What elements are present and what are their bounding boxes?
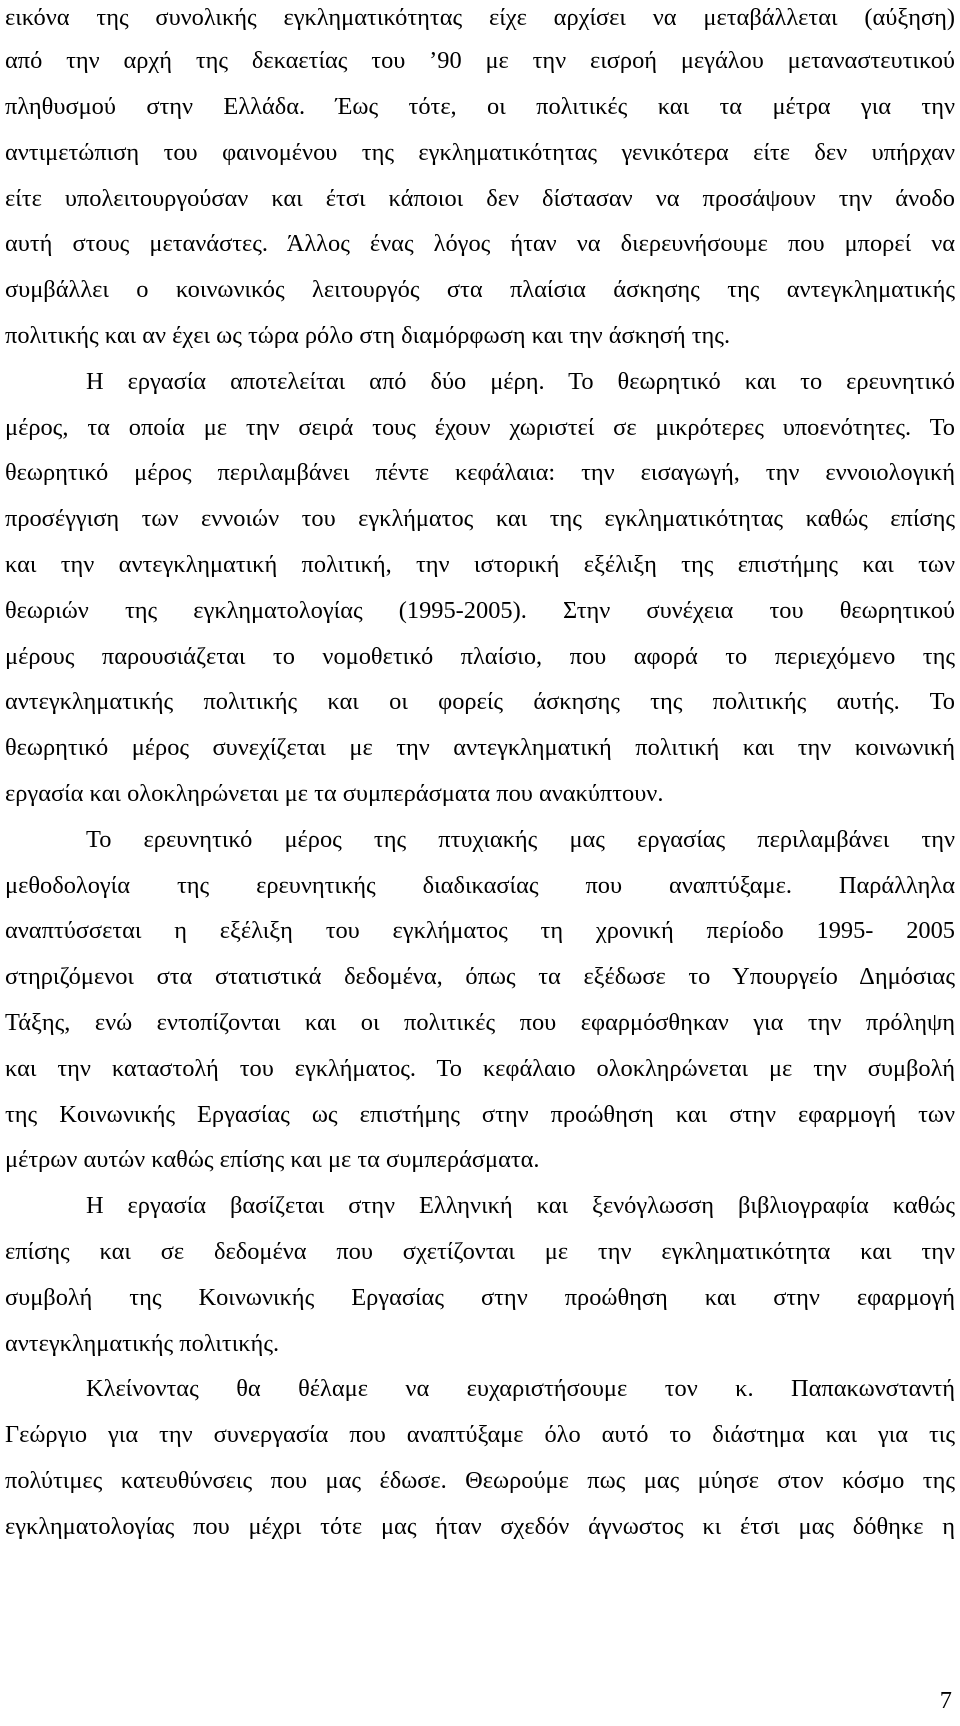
text-line: θεωρητικό μέρος συνεχίζεται με την αντεγκληματική πολιτική και την κοινωνική <box>5 734 955 761</box>
text-line: μέρος, τα οποία με την σειρά τους έχουν χωριστεί σε μικρότερες υποενότητες. Το <box>5 414 955 441</box>
text-line: Κλείνοντας θα θέλαμε να ευχαριστήσουμε τον κ. Παπακωνσταντή <box>86 1375 955 1402</box>
text-line: αντιμετώπιση του φαινομένου της εγκληματικότητας γενικότερα είτε δεν υπήρχαν <box>5 139 955 166</box>
text-line: μέτρων αυτών καθώς επίσης και με τα συμπεράσματα. <box>5 1146 540 1173</box>
text-line: μέρους παρουσιάζεται το νομοθετικό πλαίσιο, που αφορά το περιεχόμενο της <box>5 643 955 670</box>
text-line: από την αρχή της δεκαετίας του ’90 με την εισροή μεγάλου μεταναστευτικού <box>5 47 955 74</box>
text-line: Γεώργιο για την συνεργασία που αναπτύξαμε όλο αυτό το διάστημα και για τις <box>5 1421 955 1448</box>
text-line: αντεγκληματικής πολιτικής και οι φορείς άσκησης της πολιτικής αυτής. Το <box>5 688 955 715</box>
text-line: και την αντεγκληματική πολιτική, την ιστορική εξέλιξη της επιστήμης και των <box>5 551 955 578</box>
text-line: θεωριών της εγκληματολογίας (1995-2005). Στην συνέχεια του θεωρητικού <box>5 597 955 624</box>
text-line: στηριζόμενοι στα στατιστικά δεδομένα, όπως τα εξέδωσε το Υπουργείο Δημόσιας <box>5 963 955 990</box>
text-line: πολιτικής και αν έχει ως τώρα ρόλο στη διαμόρφωση και την άσκησή της. <box>5 322 731 349</box>
text-line: εργασία και ολοκληρώνεται με τα συμπεράσματα που ανακύπτουν. <box>5 780 664 807</box>
text-line: Η εργασία βασίζεται στην Ελληνική και ξενόγλωσση βιβλιογραφία καθώς <box>86 1192 955 1219</box>
text-line: πολύτιμες κατευθύνσεις που μας έδωσε. Θεωρούμε πως μας μύησε στον κόσμο της <box>5 1467 955 1494</box>
text-line: εγκληματολογίας που μέχρι τότε μας ήταν σχεδόν άγνωστος κι έτσι μας δόθηκε η <box>5 1513 955 1540</box>
text-line: αντεγκληματικής πολιτικής. <box>5 1330 280 1357</box>
text-line: πληθυσμού στην Ελλάδα. Έως τότε, οι πολιτικές και τα μέτρα για την <box>5 93 955 120</box>
text-line: θεωρητικό μέρος περιλαμβάνει πέντε κεφάλαια: την εισαγωγή, την εννοιολογική <box>5 459 955 486</box>
text-line: συμβάλλει ο κοινωνικός λειτουργός στα πλαίσια άσκησης της αντεγκληματικής <box>5 276 955 303</box>
text-line: εικόνα της συνολικής εγκληματικότητας είχε αρχίσει να μεταβάλλεται (αύξηση) <box>5 4 955 31</box>
text-line: της Κοινωνικής Εργασίας ως επιστήμης στην προώθηση και στην εφαρμογή των <box>5 1101 955 1128</box>
text-line: αυτή στους μετανάστες. Άλλος ένας λόγος ήταν να διερευνήσουμε που μπορεί να <box>5 230 955 257</box>
text-line: μεθοδολογία της ερευνητικής διαδικασίας που αναπτύξαμε. Παράλληλα <box>5 872 955 899</box>
text-line: επίσης και σε δεδομένα που σχετίζονται με την εγκληματικότητα και την <box>5 1238 955 1265</box>
text-line: αναπτύσσεται η εξέλιξη του εγκλήματος τη χρονική περίοδο 1995- 2005 <box>5 917 955 944</box>
page-number: 7 <box>939 1687 952 1714</box>
text-line: και την καταστολή του εγκλήματος. Το κεφάλαιο ολοκληρώνεται με την συμβολή <box>5 1055 955 1082</box>
text-line: συμβολή της Κοινωνικής Εργασίας στην προώθηση και στην εφαρμογή <box>5 1284 955 1311</box>
text-line: Τάξης, ενώ εντοπίζονται και οι πολιτικές που εφαρμόσθηκαν για την πρόληψη <box>5 1009 955 1036</box>
text-line: Η εργασία αποτελείται από δύο μέρη. Το θεωρητικό και το ερευνητικό <box>86 368 955 395</box>
text-line: Το ερευνητικό μέρος της πτυχιακής μας εργασίας περιλαμβάνει την <box>86 826 955 853</box>
text-line: προσέγγιση των εννοιών του εγκλήματος και της εγκληματικότητας καθώς επίσης <box>5 505 955 532</box>
text-line: είτε υπολειτουργούσαν και έτσι κάποιοι δεν δίστασαν να προσάψουν την άνοδο <box>5 185 955 212</box>
